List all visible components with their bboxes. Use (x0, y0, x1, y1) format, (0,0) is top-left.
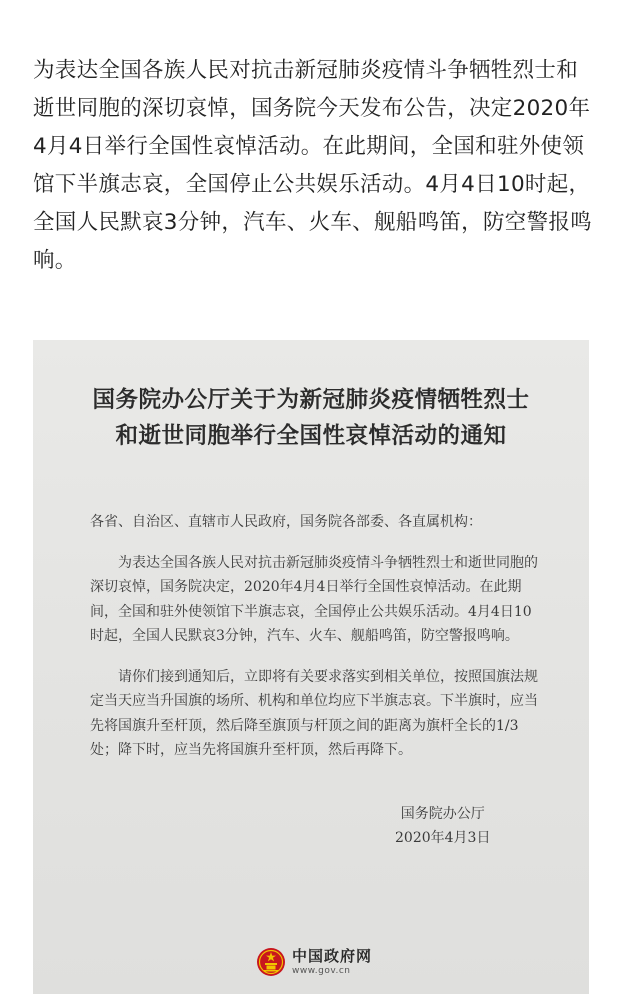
notice-paragraph-2: 请你们接到通知后，立即将有关要求落实到相关单位，按照国旗法规定当天应当升国旗的场所、机构和单位均应下半旗志哀。下半旗时，应当先将国旗升至杆顶，然后降至旗顶与杆顶之间的距离为旗杆全长的1/3处；降下时，应当先将国旗升至杆顶，然后再降下。 (90, 668, 538, 758)
logo-url: www.gov.cn (292, 965, 351, 976)
notice-salutation: 各省、自治区、直辖市人民政府，国务院各部委、各直属机构： (90, 514, 482, 530)
signature-date: 2020年4月3日 (395, 830, 491, 846)
notice-paragraph-1: 为表达全国各族人民对抗击新冠肺炎疫情斗争牺牲烈士和逝世同胞的深切哀悼，国务院决定，2020年4月4日举行全国性哀悼活动。在此期间，全国和驻外使领馆下半旗志哀，全国停止公共娱乐活动。4月4日10时起，全国人民默哀3分钟，汽车、火车、舰船鸣笛，防空警报鸣响。 (90, 554, 538, 644)
intro-text: 为表达全国各族人民对抗击新冠肺炎疫情斗争牺牲烈士和逝世同胞的深切哀悼，国务院今天发布公告，决定2020年4月4日举行全国性哀悼活动。在此期间，全国和驻外使领馆下半旗志哀，全国停止公共娱乐活动。4月4日10时起，全国人民默哀3分钟，汽车、火车、舰船鸣笛，防空警报鸣响。 (33, 58, 592, 273)
notice-title (53, 382, 569, 454)
intro-paragraph (33, 52, 593, 280)
national-emblem-icon (256, 947, 286, 977)
notice-title-line2: 和逝世同胞举行全国性哀悼活动的通知 (115, 423, 507, 449)
logo-name: 中国政府网 (292, 946, 373, 965)
signature-org: 国务院办公厅 (400, 806, 485, 822)
gov-cn-logo (256, 944, 372, 980)
notice-title-line1: 国务院办公厅关于为新冠肺炎疫情牺牲烈士 (92, 387, 530, 413)
logo-text (292, 946, 373, 976)
notice-signature (395, 802, 490, 850)
notice-body (90, 510, 540, 779)
notice-image (33, 340, 589, 994)
